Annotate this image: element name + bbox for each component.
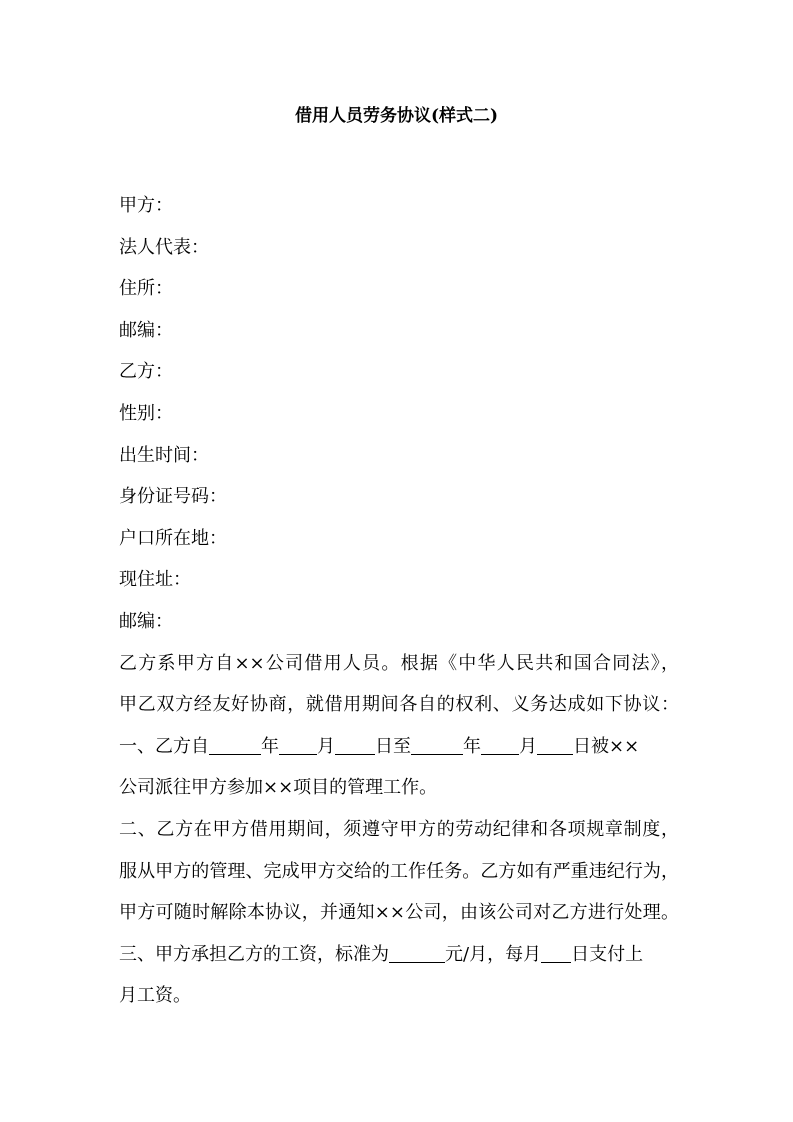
- blank-pay-day: [541, 942, 571, 963]
- blank-start-day: [335, 734, 375, 755]
- clause-1-text: 年: [261, 735, 279, 757]
- clause-3-line: 月工资。: [119, 985, 191, 1007]
- blank-start-month: [279, 734, 317, 755]
- clause-1-line: [119, 726, 679, 768]
- clause-1-text: 日至: [375, 735, 411, 757]
- clause-1-text: 一、乙方自: [119, 735, 209, 757]
- blank-end-month: [481, 734, 519, 755]
- clause-3-line: [119, 934, 679, 976]
- clause-1-line: 公司派往甲方参加××项目的管理工作。: [119, 777, 438, 799]
- clause-2-line: 服从甲方的管理、完成甲方交给的工作任务。乙方如有严重违纪行为，: [119, 860, 679, 882]
- blank-end-year: [411, 734, 463, 755]
- intro-line: 乙方系甲方自××公司借用人员。根据《中华人民共和国合同法》，: [119, 652, 679, 674]
- field-party-a: 甲方：: [119, 195, 173, 216]
- clause-3-text: 三、甲方承担乙方的工资，标准为: [119, 943, 389, 965]
- field-gender: 性别：: [119, 402, 173, 424]
- intro-line: 甲乙双方经友好协商，就借用期间各自的权利、义务达成如下协议：: [119, 694, 679, 716]
- field-legal-representative: 法人代表：: [119, 236, 209, 258]
- document-title: 借用人员劳务协议(样式二): [294, 106, 499, 126]
- blank-start-year: [209, 734, 261, 755]
- field-party-b: 乙方：: [119, 361, 173, 383]
- blank-end-day: [537, 734, 573, 755]
- clause-1-text: 月: [317, 735, 335, 757]
- field-id-number: 身份证号码：: [119, 486, 227, 508]
- clause-3-text: 元/月，每月: [445, 943, 542, 965]
- blank-salary: [389, 942, 445, 963]
- clause-1-text: 日被××: [573, 735, 640, 757]
- field-postcode: 邮编：: [119, 319, 173, 341]
- clause-2-line: 甲方可随时解除本协议，并通知××公司，由该公司对乙方进行处理。: [119, 902, 679, 924]
- field-postcode-b: 邮编：: [119, 610, 173, 632]
- clause-2-line: 二、乙方在甲方借用期间，须遵守甲方的劳动纪律和各项规章制度，: [119, 818, 679, 840]
- document-body: [119, 185, 679, 1017]
- field-address: 住所：: [119, 278, 173, 300]
- field-household-registration: 户口所在地：: [119, 527, 227, 549]
- clause-1-text: 年: [463, 735, 481, 757]
- clause-3-text: 日支付上: [571, 943, 644, 965]
- clause-1-text: 月: [519, 735, 537, 757]
- field-current-address: 现住址：: [119, 569, 191, 591]
- field-birth-date: 出生时间：: [119, 444, 209, 466]
